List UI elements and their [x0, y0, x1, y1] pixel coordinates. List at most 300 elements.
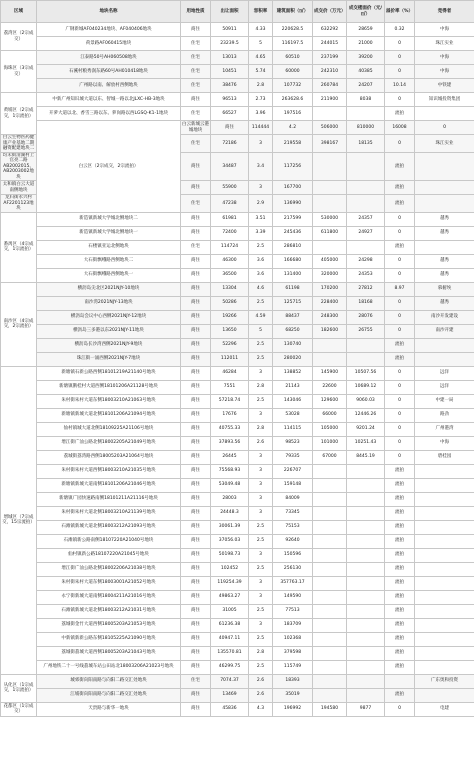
far-cell: 2.5: [249, 394, 273, 408]
far-cell: 2.5: [249, 240, 273, 254]
gfa-cell: 143046: [273, 394, 313, 408]
area-cell: 38476: [211, 79, 249, 93]
area-cell: 46300: [211, 254, 249, 268]
unit-price-cell: 24927: [347, 226, 385, 240]
area-cell: 13013: [211, 51, 249, 65]
parcel-name-cell: 新塘镇广园快速路南侧18101211A21116号地块: [37, 492, 181, 506]
unit-price-cell: [347, 195, 385, 213]
buyer-cell: [415, 632, 474, 646]
district-cell: 白云区（2宗成交，2宗流拍）: [37, 121, 181, 213]
buyer-cell: [415, 604, 474, 618]
column-header: 用地性质: [181, 1, 211, 23]
price-cell: 66000: [313, 408, 347, 422]
area-cell: 13650: [211, 324, 249, 338]
gfa-cell: 506000: [313, 121, 347, 135]
unit-price-cell: [347, 660, 385, 674]
gfa-cell: 159148: [273, 478, 313, 492]
far-cell: 2.8: [249, 79, 273, 93]
parcel-name-cell: 新塘镇石新公路西侧18101219A21140号地块: [37, 366, 181, 380]
area-cell: 30061.39: [211, 520, 249, 534]
gfa-cell: 136990: [273, 195, 313, 213]
column-header: 竞得者: [415, 1, 474, 23]
district-cell: 荔湾区（2宗成交）: [1, 23, 37, 51]
land-use-cell: 商住: [181, 534, 211, 548]
premium-cell: 流拍: [385, 646, 415, 660]
gfa-cell: 183709: [273, 618, 313, 632]
table-row: [1, 310, 474, 324]
unit-price-cell: 27812: [347, 282, 385, 296]
buyer-cell: 慕俯埃: [415, 282, 474, 296]
land-use-cell: 商住: [181, 464, 211, 478]
premium-cell: 0: [385, 394, 415, 408]
buyer-cell: [415, 590, 474, 604]
gfa-cell: 217599: [273, 212, 313, 226]
unit-price-cell: [347, 590, 385, 604]
unit-price-cell: [347, 604, 385, 618]
far-cell: 3: [249, 478, 273, 492]
land-use-cell: 商住: [211, 121, 249, 135]
land-use-cell: 商住: [181, 548, 211, 562]
parcel-name-cell: 荔城街金竹大道西侧18005203A21053号地块: [37, 618, 181, 632]
parcel-name-cell: 石滩镇新城大道北侧18003212A21031号地块: [37, 604, 181, 618]
area-cell: 36500: [211, 268, 249, 282]
far-cell: 2.5: [249, 296, 273, 310]
parcel-name-cell: 石溪村粮秀润东路60号AH010418地块: [37, 65, 181, 79]
buyer-cell: 知识城投资集团: [415, 93, 474, 107]
gfa-cell: 125715: [273, 296, 313, 310]
far-cell: 3: [249, 450, 273, 464]
buyer-cell: 越秀: [415, 212, 474, 226]
price-cell: 194580: [313, 702, 347, 716]
area-cell: 52296: [211, 338, 249, 352]
price-cell: [313, 534, 347, 548]
far-cell: 2.5: [249, 660, 273, 674]
buyer-cell: [415, 195, 474, 213]
table-row: [1, 534, 474, 548]
gfa-cell: 150596: [273, 548, 313, 562]
premium-cell: 流拍: [385, 618, 415, 632]
premium-cell: 流拍: [385, 195, 415, 213]
land-use-cell: 住宅: [181, 107, 211, 121]
price-cell: [313, 338, 347, 352]
price-cell: 101000: [313, 436, 347, 450]
gfa-cell: 60000: [273, 65, 313, 79]
district-cell: 从化区（1宗成交，1宗流拍）: [1, 674, 37, 702]
gfa-cell: 167700: [273, 181, 313, 195]
land-use-cell: 商住: [181, 702, 211, 716]
far-cell: 5: [249, 37, 273, 51]
unit-price-cell: [347, 152, 385, 181]
land-use-cell: 商住: [181, 450, 211, 464]
column-header: 地块名称: [37, 1, 181, 23]
price-cell: 22600: [313, 380, 347, 394]
land-use-cell: 商住: [181, 338, 211, 352]
land-use-cell: 商住: [181, 254, 211, 268]
gfa-cell: 256130: [273, 562, 313, 576]
parcel-name-cell: 天贵路与新华一地块: [37, 702, 181, 716]
buyer-cell: 中建一局: [415, 394, 474, 408]
gfa-cell: 88437: [273, 310, 313, 324]
land-use-cell: 商住: [181, 660, 211, 674]
price-cell: [313, 618, 347, 632]
land-use-cell: 商住: [181, 226, 211, 240]
premium-cell: 流拍: [385, 534, 415, 548]
parcel-name-cell: 江泰路50号AH060508地块: [37, 51, 181, 65]
unit-price-cell: [347, 688, 385, 702]
area-cell: 26445: [211, 450, 249, 464]
table-row: [1, 590, 474, 604]
gfa-cell: 149590: [273, 590, 313, 604]
premium-cell: [385, 674, 415, 688]
far-cell: 4.6: [249, 282, 273, 296]
unit-price-cell: 28076: [347, 310, 385, 324]
gfa-cell: 280020: [273, 352, 313, 366]
far-cell: 3: [249, 576, 273, 590]
unit-price-cell: 9877: [347, 702, 385, 716]
buyer-cell: 远洋: [415, 366, 474, 380]
far-cell: 3: [249, 618, 273, 632]
premium-cell: 0: [385, 65, 415, 79]
price-cell: 398167: [313, 135, 347, 153]
district-cell: 南沙区（4宗成交，2宗流拍）: [1, 282, 37, 366]
table-row: [1, 324, 474, 338]
gfa-cell: 75153: [273, 520, 313, 534]
premium-cell: 8.97: [385, 282, 415, 296]
land-use-cell: 商住: [181, 394, 211, 408]
price-cell: [313, 181, 347, 195]
buyer-cell: [415, 562, 474, 576]
area-cell: 53049.48: [211, 478, 249, 492]
far-cell: 4.2: [273, 121, 313, 135]
table-row: [1, 296, 474, 310]
price-cell: [313, 604, 347, 618]
unit-price-cell: 12446.26: [347, 408, 385, 422]
far-cell: 2.5: [249, 352, 273, 366]
buyer-cell: 珠江实业: [415, 37, 474, 51]
area-cell: 49863.27: [211, 590, 249, 604]
area-cell: 66527: [211, 107, 249, 121]
buyer-cell: 广州港湾: [415, 422, 474, 436]
premium-cell: 0.32: [385, 23, 415, 37]
table-row: [1, 436, 474, 450]
premium-cell: 0: [385, 51, 415, 65]
premium-cell: 0: [385, 268, 415, 282]
parcel-name-cell: 横沥岛尖北区2021NJY-10地块: [37, 282, 181, 296]
unit-price-cell: 24357: [347, 212, 385, 226]
premium-cell: 流拍: [385, 352, 415, 366]
premium-cell: 0: [385, 380, 415, 394]
land-use-cell: 住宅: [181, 37, 211, 51]
gfa-cell: 60510: [273, 51, 313, 65]
area-cell: 114724: [211, 240, 249, 254]
land-use-cell: 商住: [181, 23, 211, 37]
far-cell: 3.4: [249, 152, 273, 181]
buyer-cell: 远洋: [415, 380, 474, 394]
table-row: [1, 408, 474, 422]
gfa-cell: 18393: [273, 674, 313, 688]
land-use-cell: 商住: [181, 492, 211, 506]
area-cell: 7551: [211, 380, 249, 394]
premium-cell: 0: [385, 422, 415, 436]
gfa-cell: 68250: [273, 324, 313, 338]
area-cell: 102452: [211, 562, 249, 576]
premium-cell: 0: [385, 366, 415, 380]
far-cell: 2.8: [249, 380, 273, 394]
parcel-name-cell: 大石街飘峨路西侧地块一: [37, 268, 181, 282]
parcel-name-cell: 广钢新城AF040234地块、AF040406地块: [37, 23, 181, 37]
buyer-cell: [415, 548, 474, 562]
far-cell: 4.59: [249, 310, 273, 324]
buyer-cell: [415, 660, 474, 674]
land-use-cell: 商住: [181, 366, 211, 380]
unit-price-cell: [347, 520, 385, 534]
price-cell: [313, 464, 347, 478]
gfa-cell: 53028: [273, 408, 313, 422]
far-cell: 2.8: [249, 422, 273, 436]
premium-cell: 流拍: [385, 590, 415, 604]
table-row: [1, 380, 474, 394]
gfa-cell: 84009: [273, 492, 313, 506]
far-cell: 3: [249, 408, 273, 422]
gfa-cell: 219558: [273, 135, 313, 153]
unit-price-cell: 40385: [347, 65, 385, 79]
parcel-name-cell: 荔城街荔城大道西侧18005203A21043号地块: [37, 646, 181, 660]
buyer-cell: 广东奥和投资: [415, 674, 474, 688]
gfa-cell: 197516: [273, 107, 313, 121]
price-cell: [313, 646, 347, 660]
column-header: 成交价（万元）: [313, 1, 347, 23]
table-row: [1, 37, 474, 51]
buyer-cell: 电建: [415, 702, 474, 716]
land-use-cell: 商住: [181, 604, 211, 618]
gfa-cell: 245436: [273, 226, 313, 240]
premium-cell: 流拍: [385, 506, 415, 520]
table-row: [1, 632, 474, 646]
parcel-name-cell: 南沙湾2021NJY-13地块: [37, 296, 181, 310]
unit-price-cell: [347, 548, 385, 562]
far-cell: 2.6: [249, 436, 273, 450]
premium-cell: 流拍: [385, 562, 415, 576]
price-cell: [313, 352, 347, 366]
table-row: [1, 51, 474, 65]
land-use-cell: 商住: [181, 422, 211, 436]
price-cell: 611800: [313, 226, 347, 240]
buyer-cell: 路劲: [415, 408, 474, 422]
price-cell: 211900: [313, 93, 347, 107]
buyer-cell: [415, 492, 474, 506]
unit-price-cell: 10251.43: [347, 436, 385, 450]
land-use-cell: 商住: [181, 590, 211, 604]
district-cell: 番禺区（4宗成交，1宗流拍）: [1, 212, 37, 282]
table-row: [1, 646, 474, 660]
parcel-name-cell: 石滩镇新公路南侧18107220A21040号地块: [37, 534, 181, 548]
parcel-name-cell: 新塘镇新城大道南侧18101206A21046号地块: [37, 478, 181, 492]
gfa-cell: 35019: [273, 688, 313, 702]
unit-price-cell: [347, 492, 385, 506]
table-row: [1, 93, 474, 107]
far-cell: 2.5: [249, 534, 273, 548]
land-use-cell: 商住: [181, 506, 211, 520]
buyer-cell: [415, 576, 474, 590]
land-use-cell: 商住: [181, 478, 211, 492]
price-cell: 228400: [313, 296, 347, 310]
district-cell: 花都区（1宗成交）: [1, 702, 37, 716]
premium-cell: 流拍: [385, 464, 415, 478]
parcel-name-cell: 新造镇新城大学城北侧地块二: [37, 212, 181, 226]
land-use-cell: 住宅: [181, 135, 211, 153]
table-row: [1, 464, 474, 478]
land-use-cell: 商住: [181, 352, 211, 366]
gfa-cell: 263628.6: [273, 93, 313, 107]
far-cell: 3.6: [249, 254, 273, 268]
unit-price-cell: 24207: [347, 79, 385, 93]
gfa-cell: 117256: [273, 152, 313, 181]
price-cell: [313, 506, 347, 520]
premium-cell: 0: [385, 324, 415, 338]
premium-cell: 流拍: [385, 576, 415, 590]
land-use-cell: 商住: [181, 380, 211, 394]
parcel-name-cell: 石楼镇亚运北侧地块: [37, 240, 181, 254]
far-cell: 4.3: [249, 702, 273, 716]
far-cell: 3: [249, 590, 273, 604]
parcel-name-cell: 仙村镇新公路18107220A21045号地块: [37, 548, 181, 562]
parcel-name-cell: 白云新城云港城地块: [182, 122, 209, 133]
area-cell: 19266: [211, 310, 249, 324]
parcel-name-cell: 朱村街朱村大道东侧18003210A21063号地块: [37, 394, 181, 408]
price-cell: 810000: [347, 121, 385, 135]
price-cell: [313, 688, 347, 702]
parcel-name-cell: 中新镇新新公路东侧18105225A21090号地块: [37, 632, 181, 646]
table-row: [1, 366, 474, 380]
area-cell: 45836: [211, 702, 249, 716]
area-cell: 114444: [249, 121, 273, 135]
area-cell: 135570.81: [211, 646, 249, 660]
area-cell: 96513: [211, 93, 249, 107]
far-cell: 2.5: [249, 604, 273, 618]
table-row: [1, 604, 474, 618]
buyer-cell: [415, 338, 474, 352]
table-row: [1, 23, 474, 37]
land-use-cell: 商住: [181, 282, 211, 296]
price-cell: 260784: [313, 79, 347, 93]
premium-cell: 0: [385, 226, 415, 240]
price-cell: 320000: [313, 268, 347, 282]
premium-cell: 0: [385, 296, 415, 310]
land-use-cell: 商住: [181, 646, 211, 660]
area-cell: 24448.3: [211, 506, 249, 520]
far-cell: 3: [249, 366, 273, 380]
gfa-cell: 98523: [273, 436, 313, 450]
price-cell: 248300: [313, 310, 347, 324]
parcel-name-cell: 横沥岛三多港以东2021NJY-11地块: [37, 324, 181, 338]
table-row: [1, 562, 474, 576]
price-cell: 405000: [313, 254, 347, 268]
gfa-cell: 138852: [273, 366, 313, 380]
parcel-name-cell: 龙归街永兴村AF2201123地块: [1, 195, 37, 213]
unit-price-cell: 16008: [385, 121, 415, 135]
parcel-name-cell: 横沥岛会议中心西侧2021NJY-12地块: [37, 310, 181, 324]
area-cell: 55900: [211, 181, 249, 195]
buyer-cell: 越秀: [415, 254, 474, 268]
unit-price-cell: [347, 632, 385, 646]
land-use-cell: 商住: [181, 520, 211, 534]
area-cell: 75568.93: [211, 464, 249, 478]
premium-cell: 0: [385, 702, 415, 716]
parcel-name-cell: 太和镇白云大道南侧地块: [1, 181, 37, 195]
premium-cell: 0: [415, 121, 474, 135]
unit-price-cell: [347, 107, 385, 121]
unit-price-cell: 8445.19: [347, 450, 385, 464]
land-use-cell: 商住: [181, 93, 211, 107]
area-cell: 7074.37: [211, 674, 249, 688]
price-cell: [313, 107, 347, 121]
area-cell: 50286: [211, 296, 249, 310]
far-cell: 2.8: [249, 646, 273, 660]
unit-price-cell: [347, 576, 385, 590]
gfa-cell: 220628.5: [273, 23, 313, 37]
price-cell: 530000: [313, 212, 347, 226]
land-use-cell: 商住: [181, 688, 211, 702]
parcel-name-cell: 永宁街新城大道南侧18004211A21016号地块: [37, 590, 181, 604]
unit-price-cell: 28659: [347, 23, 385, 37]
far-cell: 5: [249, 324, 273, 338]
gfa-cell: 92640: [273, 534, 313, 548]
area-cell: 40947.11: [211, 632, 249, 646]
column-header: 建筑面积（㎡）: [273, 1, 313, 23]
far-cell: 3: [249, 464, 273, 478]
land-use-cell: 住宅: [181, 79, 211, 93]
gfa-cell: 196992: [273, 702, 313, 716]
land-use-cell: 商住: [181, 562, 211, 576]
table-body: [1, 23, 474, 717]
area-cell: 57218.74: [211, 394, 249, 408]
premium-cell: 10.14: [385, 79, 415, 93]
table-row: [1, 450, 474, 464]
gfa-cell: 166680: [273, 254, 313, 268]
price-cell: [313, 660, 347, 674]
far-cell: 3: [249, 548, 273, 562]
buyer-cell: 中海: [415, 23, 474, 37]
unit-price-cell: 9201.24: [347, 422, 385, 436]
far-cell: 2.6: [249, 688, 273, 702]
price-cell: 182600: [313, 324, 347, 338]
far-cell: 3.96: [249, 107, 273, 121]
premium-cell: 流拍: [385, 688, 415, 702]
area-cell: 46299.75: [211, 660, 249, 674]
land-use-cell: 住宅: [181, 674, 211, 688]
gfa-cell: 357763.17: [273, 576, 313, 590]
parcel-name-cell: 珠江街一涌西侧2021NJY-7地块: [37, 352, 181, 366]
far-cell: 5.74: [249, 65, 273, 79]
gfa-cell: 77513: [273, 604, 313, 618]
column-header: 成交楼面价（元/㎡）: [347, 1, 385, 23]
table-row: [1, 576, 474, 590]
unit-price-cell: 24353: [347, 268, 385, 282]
unit-price-cell: [347, 464, 385, 478]
price-cell: 145900: [313, 366, 347, 380]
parcel-name-cell: 荷景路AF060415地块: [37, 37, 181, 51]
district-cell: 黄埔区（2宗成交，1宗流拍）: [1, 93, 37, 135]
unit-price-cell: [347, 534, 385, 548]
gfa-cell: 116197.5: [273, 37, 313, 51]
parcel-name-cell: 新造镇新城大学城北侧地块一: [37, 226, 181, 240]
table-row: [1, 65, 474, 79]
area-cell: 61981: [211, 212, 249, 226]
premium-cell: 流拍: [385, 152, 415, 181]
table-row: [1, 107, 474, 121]
column-header: 溢价率（%）: [385, 1, 415, 23]
table-row: [1, 478, 474, 492]
